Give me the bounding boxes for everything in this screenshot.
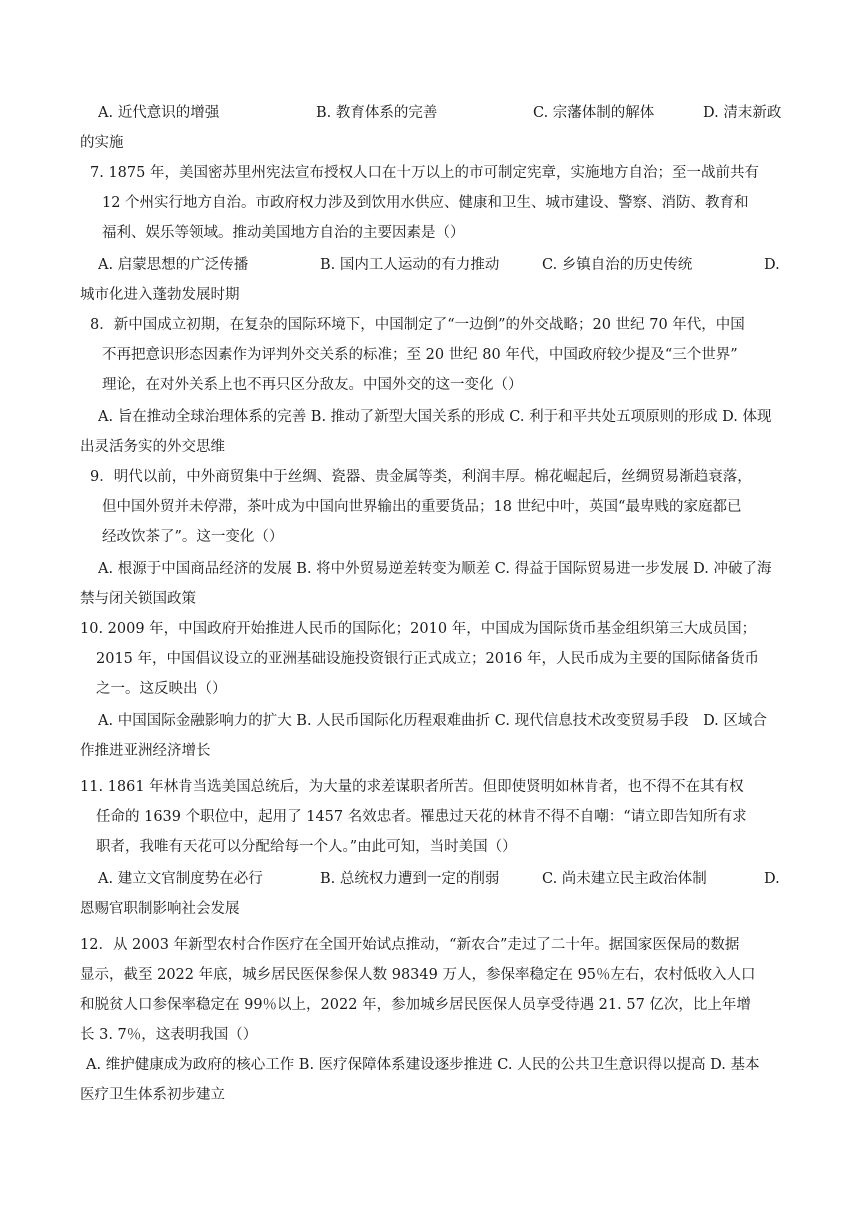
q7-option-b: B. 国内工人运动的有力推动 (320, 257, 500, 273)
q10-stem-line-3: 之一。这反映出（） (96, 681, 227, 697)
q7-option-d-continuation: 城市化进入蓬勃发展时期 (80, 287, 240, 303)
q6-option-d: D. 清末新政 (703, 105, 782, 121)
q8-stem-line-1: 8．新中国成立初期，在复杂的国际环境下，中国制定了“一边倒”的外交战略；20 世纪 70 年代，中国 (90, 317, 745, 333)
q12-stem-line-4: 长 3. 7％，这表明我国（） (80, 1027, 258, 1043)
q9-stem-line-2: 但中国外贸并未停滞，茶叶成为中国向世界输出的重要货品；18 世纪中叶，英国“最卑贱的家庭都已 (102, 499, 742, 515)
q11-option-c: C. 尚未建立民主政治体制 (542, 871, 707, 887)
q6-option-b: B. 教育体系的完善 (316, 105, 438, 121)
q10-stem-line-2: 2015 年，中国倡议设立的亚洲基础设施投资银行正式成立；2016 年，人民币成为主要的国际储备货币 (96, 651, 760, 667)
q8-options-line-2: 出灵活务实的外交思维 (80, 439, 225, 455)
q7-option-c: C. 乡镇自治的历史传统 (542, 257, 693, 273)
q11-stem-line-1: 11. 1861 年林肯当选美国总统后，为大量的求差谋职者所苦。但即使贤明如林肯者，也不得不在其有权 (80, 779, 744, 795)
q7-stem-line-2: 12 个州实行地方自治。市政府权力涉及到饮用水供应、健康和卫生、城市建设、警察、消防、教育和 (102, 195, 749, 211)
q10-stem-line-1: 10. 2009 年，中国政府开始推进人民币的国际化；2010 年，中国成为国际货币基金组织第三大成员国； (80, 621, 757, 637)
q8-stem-line-2: 不再把意识形态因素作为评判外交关系的标准；至 20 世纪 80 年代，中国政府较少提及“三个世界” (102, 347, 738, 363)
q11-option-b: B. 总统权力遭到一定的削弱 (320, 871, 500, 887)
q10-options-line-1: A. 中国国际金融影响力的扩大 B. 人民币国际化历程艰难曲折 C. 现代信息技术改变贸易手段 D. 区域合 (98, 713, 767, 729)
q11-stem-line-3: 职者，我唯有天花可以分配给每一个人。”由此可知，当时美国（） (96, 839, 517, 855)
q11-option-d-continuation: 恩赐官职制影响社会发展 (80, 901, 240, 917)
q9-stem-line-1: 9．明代以前，中外商贸集中于丝绸、瓷器、贵金属等类，利润丰厚。棉花崛起后，丝绸贸易渐趋衰落， (90, 469, 752, 485)
q12-stem-line-2: 显示，截至 2022 年底，城乡居民医保参保人数 98349 万人，参保率稳定在 95％左右，农村低收入人口 (80, 967, 756, 983)
q8-stem-line-3: 理论，在对外关系上也不再只区分敌友。中国外交的这一变化（） (102, 377, 523, 393)
q6-option-c: C. 宗藩体制的解体 (533, 105, 655, 121)
q9-options-line-1: A. 根源于中国商品经济的发展 B. 将中外贸易逆差转变为顺差 C. 得益于国际贸易进一步发展 D. 冲破了海 (98, 561, 772, 577)
q6-option-d-continuation: 的实施 (80, 135, 124, 151)
q11-stem-line-2: 任命的 1639 个职位中，起用了 1457 名效忠者。罹患过天花的林肯不得不自嘲：“请立即告知所有求 (96, 809, 747, 825)
q8-options-line-1: A. 旨在推动全球治理体系的完善 B. 推动了新型大国关系的形成 C. 利于和平共处五项原则的形成 D. 体现 (98, 409, 772, 425)
q7-option-a: A. 启蒙思想的广泛传播 (98, 257, 249, 273)
q7-stem-line-3: 福利、娱乐等领域。推动美国地方自治的主要因素是（） (102, 225, 465, 241)
q6-option-a: A. 近代意识的增强 (98, 105, 220, 121)
q12-options-line-1: A. 维护健康成为政府的核心工作 B. 医疗保障体系建设逐步推进 C. 人民的公共卫生意识得以提高 D. 基本 (86, 1057, 760, 1073)
q7-stem-line-1: 7. 1875 年，美国密苏里州宪法宣布授权人口在十万以上的市可制定宪章，实施地方自治；至一战前共有 (90, 165, 759, 181)
q10-options-line-2: 作推进亚洲经济增长 (80, 743, 211, 759)
q11-option-a: A. 建立文官制度势在必行 (98, 871, 263, 887)
q12-stem-line-1: 12．从 2003 年新型农村合作医疗在全国开始试点推动，“新农合”走过了二十年。据国家医保局的数据 (80, 937, 740, 953)
q11-option-d: D. (764, 871, 780, 887)
q7-option-d: D. (764, 257, 780, 273)
q12-options-line-2: 医疗卫生体系初步建立 (80, 1087, 225, 1103)
q9-stem-line-3: 经改饮茶了”。这一变化（） (102, 529, 284, 545)
q12-stem-line-3: 和脱贫人口参保率稳定在 99％以上，2022 年，参加城乡居民医保人员享受待遇 21. 57 亿次，比上年增 (80, 997, 751, 1013)
q9-options-line-2: 禁与闭关锁国政策 (80, 591, 196, 607)
